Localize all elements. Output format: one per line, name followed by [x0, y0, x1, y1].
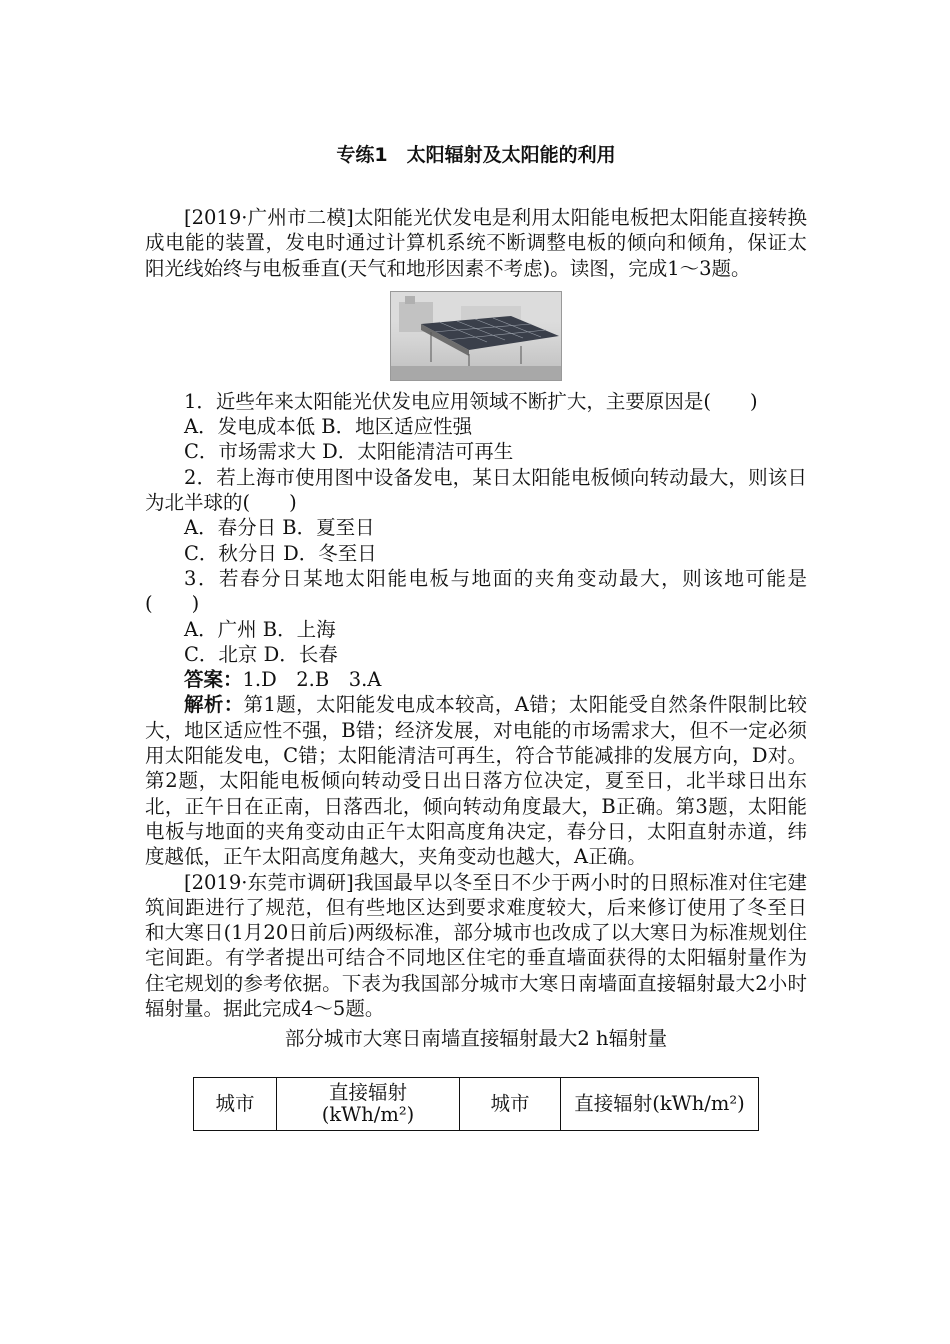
question-2-options-cd: C．秋分日 D．冬至日 [184, 541, 377, 565]
table-caption: 部分城市大寒日南墙直接辐射最大2 h辐射量 [284, 1027, 668, 1051]
question-3-stem: 3．若春分日某地太阳能电板与地面的夹角变动最大，则该地可能是( ) [145, 566, 807, 616]
document-page [145, 140, 807, 1131]
header-radiation-1-line1: 直接辐射 [328, 1081, 407, 1105]
question-3-options-ab: A．广州 B．上海 [184, 617, 336, 641]
table-header-row [194, 1078, 759, 1131]
header-city-1: 城市 [194, 1078, 277, 1131]
question-1-options-cd: C．市场需求大 D．太阳能清洁可再生 [184, 440, 514, 464]
radiation-table [193, 1077, 759, 1131]
question-1-options-ab: A．发电成本低 B．地区适应性强 [184, 415, 473, 439]
analysis-label: 解析： [184, 693, 244, 717]
question-2-stem: 2．若上海市使用图中设备发电，某日太阳能电板倾向转动最大，则该日为北半球的( ) [145, 465, 807, 515]
header-radiation-2: 直接辐射(kWh/m²) [561, 1078, 759, 1131]
question-2-options-ab: A．春分日 B．夏至日 [184, 516, 375, 540]
answer-line [145, 667, 807, 692]
question-3-options-cd: C．北京 D．长春 [184, 642, 338, 666]
header-city-2: 城市 [460, 1078, 561, 1131]
analysis-paragraph [145, 692, 807, 869]
solar-panel-image [391, 292, 561, 380]
intro-paragraph-1: [2019·广州市二模]太阳能光伏发电是利用太阳能电板把太阳能直接转换成电能的装置，发电时通过计算机系统不断调整电板的倾向和倾角，保证太阳光线始终与电板垂直(天气和地形因素不考虑)。读图，完成1～3题。 [145, 206, 807, 280]
page-title: 专练1 太阳辐射及太阳能的利用 [336, 144, 616, 166]
analysis-text: 第1题，太阳能发电成本较高，A错；太阳能受自然条件限制比较大，地区适应性不强，B错；经济发展，对电能的市场需求大，但不一定必须用太阳能发电，C错；太阳能清洁可再生，符合节能减排的发展方向，D对。第2题，太阳能电板倾向转动受日出日落方位决定，夏至日，北半球日出东北，正午日在正南，日落西北，倾向转动角度最大，B正确。第3题，太阳能电板与地面的夹角变动由正午太阳高度角决定，春分日，太阳直射赤道，纬度越低，正午太阳高度角越大，夹角变动也越大，A正确。 [145, 693, 807, 869]
header-radiation-1 [277, 1078, 460, 1131]
answer-label: 答案： [184, 668, 243, 692]
intro-paragraph-2: [2019·东莞市调研]我国最早以冬至日不少于两小时的日照标准对住宅建筑间距进行了规范，但有些地区达到要求难度较大，后来修订使用了冬至日和大寒日(1月20日前后)两级标准，部分城市也改成了以大寒日为标准规划住宅间距。有学者提出可结合不同地区住宅的垂直墙面获得的太阳辐射量作为住宅规划的参考依据。下表为我国部分城市大寒日南墙面直接辐射最大2小时辐射量。据此完成4～5题。 [145, 870, 807, 1021]
solar-panel-photo [390, 291, 562, 381]
answer-text: 1.D 2.B 3.A [242, 668, 382, 692]
header-radiation-1-line2: (kWh/m²) [321, 1103, 415, 1127]
question-1-stem: 1．近些年来太阳能光伏发电应用领域不断扩大，主要原因是( ) [184, 389, 758, 413]
